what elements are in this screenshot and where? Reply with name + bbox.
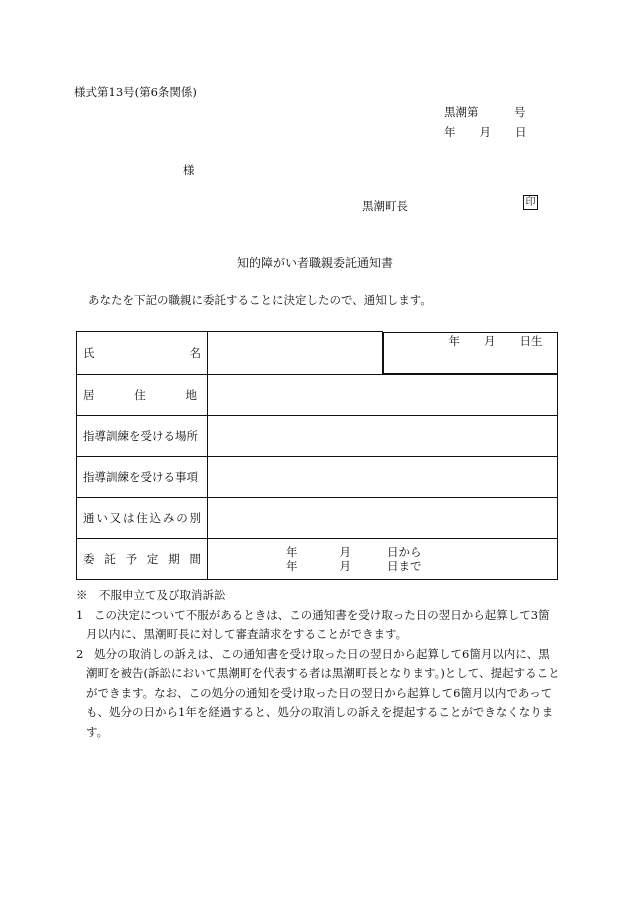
period-end-day: 日まで: [387, 558, 422, 573]
table-row: [77, 538, 558, 579]
matter-label: 指導訓練を受ける事項: [83, 469, 198, 484]
place-value-cell: [208, 415, 558, 456]
period-start-day: 日から: [387, 544, 422, 559]
notes-heading: ※ 不服申立て及び取消訴訟: [76, 588, 226, 602]
birth-date-cell: [383, 332, 558, 374]
address-label: 居 住 地: [83, 387, 197, 402]
period-end: [286, 559, 557, 573]
birth-year: 年: [448, 333, 460, 348]
note-text: 処分の取消しの訴えは、この通知書を受け取った日の翌日から起算して6箇月以内に、黒潮町を被告(訴訟において黒潮町を代表する者は黒潮町長となります。)として、提起することができます。なお、この処分の通知を受け取った日の翌日から起算して6箇月以内であっても、処分の日から1年を経過すると、処分の取消しの訴えを提起することができなくなります。: [86, 646, 560, 739]
period-label-cell: [77, 538, 208, 579]
issue-date-year: 年: [444, 125, 456, 139]
table-row: [77, 415, 558, 456]
note-item-1: [76, 606, 560, 645]
issue-date: [444, 124, 527, 140]
place-label: 指導訓練を受ける場所: [83, 428, 198, 443]
period-end-year: 年: [286, 558, 298, 573]
info-table: [76, 331, 558, 580]
table-row: [77, 332, 558, 375]
document-title: 知的障がい者職親委託通知書: [236, 256, 393, 270]
period-end-month: 月: [339, 558, 351, 573]
notes-section: [76, 586, 560, 742]
commute-label: 通 い 又 は 住 込 み の 別: [83, 510, 201, 525]
name-value-cell: [208, 332, 383, 375]
seal-mark: 印: [523, 195, 538, 210]
birth-month: 月: [484, 333, 496, 348]
document-number-suffix: 号: [514, 105, 526, 119]
period-start: [286, 545, 557, 559]
table-row: [77, 497, 558, 538]
name-label: 氏 名: [83, 345, 201, 360]
period-start-month: 月: [339, 544, 351, 559]
addressee-suffix: 様: [183, 163, 195, 177]
birth-day-suffix: 日生: [519, 333, 543, 348]
note-text: この決定について不服があるときは、この通知書を受け取った日の翌日から起算して3箇月以内に、黒潮町長に対して審査請求をすることができます。: [86, 607, 550, 641]
document-number-prefix: 黒潮第: [444, 105, 479, 119]
matter-label-cell: [77, 456, 208, 497]
name-label-cell: [77, 332, 208, 375]
period-label: 委 託 予 定 期 間: [83, 551, 201, 566]
table-row: [77, 456, 558, 497]
note-number: 2: [76, 646, 84, 661]
address-value-cell: [208, 374, 558, 415]
place-label-cell: [77, 415, 208, 456]
issue-date-month: 月: [479, 125, 491, 139]
form-number: 様式第13号(第6条関係): [74, 85, 197, 99]
intro-text: あなたを下記の職親に委託することに決定したので、通知します。: [88, 293, 432, 307]
period-value-cell: [208, 538, 558, 579]
issue-date-day: 日: [515, 125, 527, 139]
issuer-name: 黒潮町長: [362, 199, 408, 213]
address-label-cell: [77, 374, 208, 415]
commute-label-cell: [77, 497, 208, 538]
matter-value-cell: [208, 456, 558, 497]
note-item-2: [76, 645, 560, 743]
commute-value-cell: [208, 497, 558, 538]
period-start-year: 年: [286, 544, 298, 559]
note-number: 1: [76, 607, 84, 622]
table-row: [77, 374, 558, 415]
